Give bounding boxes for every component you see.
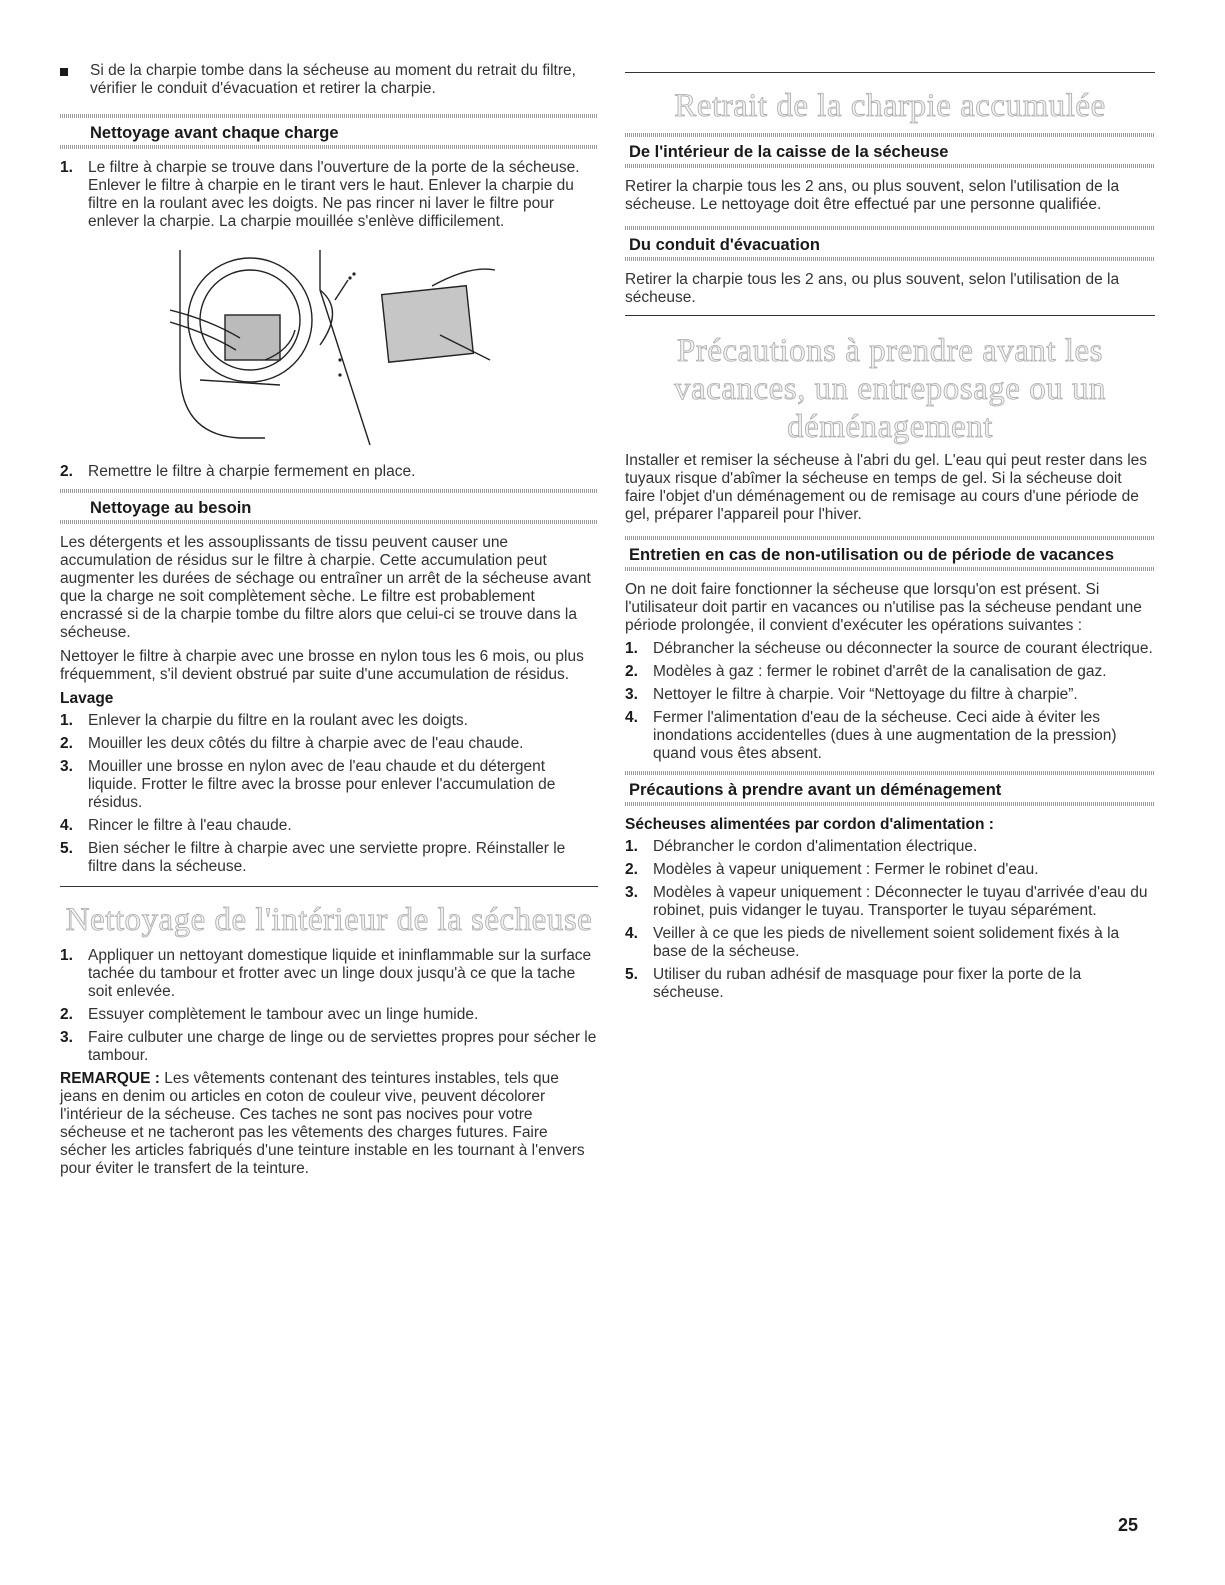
step-text: Veiller à ce que les pieds de nivellement soient solidement fixés à la base de la sécheuse. — [653, 925, 1120, 960]
subheading-text: De l'intérieur de la caisse de la sécheuse — [629, 143, 949, 161]
section-title-interior-cleaning: Nettoyage de l'intérieur de la sécheuse — [65, 902, 593, 938]
note-paragraph — [60, 1070, 598, 1178]
list-item — [625, 640, 1155, 658]
list-item — [625, 663, 1155, 681]
step-list — [60, 463, 598, 481]
step-text: Débrancher le cordon d'alimentation électrique. — [653, 838, 978, 855]
washing-label: Lavage — [60, 690, 114, 707]
subheading-text: Nettoyage avant chaque charge — [90, 124, 339, 142]
list-item — [60, 817, 598, 835]
paragraph: Les détergents et les assouplissants de tissu peuvent causer une accumulation de résidus sur le filtre à charpie. Cette accumulation peut augmenter les durées de séchage ou entraîner un arrêt de la sécheuse avant que la charge ne soit complètement sèche. Le filtre est probablement encrassé si de la charpie tombe du filtre alors que celui-ci se trouve dans la sécheuse. — [60, 534, 591, 641]
interior-cleaning-steps — [60, 947, 598, 1065]
corded-dryers-label: Sécheuses alimentées par cordon d'alimentation : — [625, 816, 994, 833]
step-number: 1. — [625, 838, 638, 855]
step-number: 3. — [625, 884, 638, 901]
paragraph: Retirer la charpie tous les 2 ans, ou plus souvent, selon l'utilisation de la sécheuse. — [625, 271, 1120, 306]
list-item — [60, 758, 598, 812]
list-item — [625, 838, 1155, 856]
right-column — [625, 62, 1155, 1007]
step-text: Mouiller les deux côtés du filtre à charpie avec de l'eau chaude. — [88, 735, 524, 752]
step-number: 1. — [625, 640, 638, 657]
vacation-steps — [625, 640, 1155, 763]
section-title-precautions: Précautions à prendre avant les vacances, un entreposage ou un déménagement — [674, 333, 1106, 445]
step-text: Le filtre à charpie se trouve dans l'ouverture de la porte de la sécheuse. Enlever le filtre à charpie en le tirant vers le haut. Enlever la charpie du filtre en la roulant avec les doigts. Ne pas rincer ni laver le filtre pour enlever la charpie. La charpie mouillée s'enlève difficilement. — [88, 159, 580, 230]
washing-steps — [60, 712, 598, 876]
step-number: 5. — [60, 840, 73, 857]
step-text: Faire culbuter une charge de linge ou de serviettes propres pour sécher le tambour. — [88, 1029, 597, 1064]
list-item — [60, 463, 598, 481]
section-title-accumulated-lint: Retrait de la charpie accumulée — [674, 88, 1106, 124]
step-number: 4. — [60, 817, 73, 834]
note-label: REMARQUE : — [60, 1070, 160, 1087]
step-number: 1. — [60, 947, 73, 964]
step-text: Bien sécher le filtre à charpie avec une serviette propre. Réinstaller le filtre dans la sécheuse. — [88, 840, 566, 875]
step-number: 3. — [625, 686, 638, 703]
step-text: Nettoyer le filtre à charpie. Voir “Nettoyage du filtre à charpie”. — [653, 686, 1078, 703]
step-number: 1. — [60, 712, 73, 729]
list-item — [60, 947, 598, 1001]
step-text: Modèles à vapeur uniquement : Déconnecter le tuyau d'arrivée d'eau du robinet, puis vidanger le tuyau. Transporter le tuyau séparément. — [653, 884, 1148, 919]
step-number: 3. — [60, 758, 73, 775]
step-number: 1. — [60, 159, 73, 176]
step-number: 2. — [625, 861, 638, 878]
section-divider — [60, 886, 598, 887]
step-text: Fermer l'alimentation d'eau de la sécheuse. Ceci aide à éviter les inondations accidentelles (dues à une augmentation de la pression) quand vous êtes absent. — [653, 709, 1117, 762]
step-number: 4. — [625, 709, 638, 726]
list-item — [625, 966, 1155, 1002]
step-text: Modèles à vapeur uniquement : Fermer le robinet d'eau. — [653, 861, 1039, 878]
subheading-text: Entretien en cas de non-utilisation ou de période de vacances — [629, 546, 1115, 564]
step-text: Rincer le filtre à l'eau chaude. — [88, 817, 292, 834]
paragraph: Nettoyer le filtre à charpie avec une brosse en nylon tous les 6 mois, ou plus fréquemment, s'il devient obstrué par suite d'une accumulation de résidus. — [60, 648, 584, 683]
step-text: Essuyer complètement le tambour avec un linge humide. — [88, 1006, 479, 1023]
list-item — [60, 1006, 598, 1024]
step-text: Appliquer un nettoyant domestique liquide et ininflammable sur la surface tachée du tambour et frotter avec un linge doux jusqu'à ce que la tache soit enlevée. — [88, 947, 592, 1000]
list-item — [60, 712, 598, 730]
step-text: Utiliser du ruban adhésif de masquage pour fixer la porte de la sécheuse. — [653, 966, 1082, 1001]
list-item — [625, 686, 1155, 704]
step-text: Mouiller une brosse en nylon avec de l'eau chaude et du détergent liquide. Frotter le filtre avec la brosse pour enlever l'accumulation de résidus. — [88, 758, 556, 811]
paragraph: On ne doit faire fonctionner la sécheuse que lorsqu'on est présent. Si l'utilisateur doit partir en vacances ou n'utilise pas la sécheuse pendant une période prolongée, il convient d'exécuter les opérations suivantes : — [625, 581, 1142, 634]
list-item — [60, 735, 598, 753]
list-item — [60, 840, 598, 876]
page-number: 25 — [1118, 1515, 1139, 1535]
moving-steps — [625, 838, 1155, 1002]
step-list — [60, 159, 598, 231]
list-item — [625, 861, 1155, 879]
list-item — [625, 709, 1155, 763]
paragraph: Installer et remiser la sécheuse à l'abri du gel. L'eau qui peut rester dans les tuyaux risque d'abîmer la sécheuse en temps de gel. Si la sécheuse doit faire l'objet d'un déménagement ou de remisage au cours d'une période de gel, préparer l'appareil pour l'hiver. — [625, 452, 1148, 523]
paragraph: Retirer la charpie tous les 2 ans, ou plus souvent, selon l'utilisation de la sécheuse. Le nettoyage doit être effectué par une personne qualifiée. — [625, 178, 1120, 213]
note-text: Les vêtements contenant des teintures instables, tels que jeans en denim ou articles en coton de couleur vive, peuvent décolorer l'intérieur de la sécheuse. Ces taches ne sont pas nocives pour votre sécheuse et ne tacheront pas les vêtements des charges futures. Faire sécher les articles fabriqués d'une teinture instable en les tournant à l'envers pour éviter le transfert de la teinture. — [60, 1070, 585, 1177]
square-bullet-icon — [60, 68, 68, 76]
subheading-exhaust-vent — [625, 226, 1155, 261]
step-number: 2. — [60, 463, 73, 480]
step-text: Débrancher la sécheuse ou déconnecter la source de courant électrique. — [653, 640, 1153, 657]
step-number: 2. — [60, 735, 73, 752]
lint-filter-illustration — [170, 250, 510, 450]
list-item — [60, 1029, 598, 1065]
section-divider — [625, 72, 1155, 73]
subheading-as-needed — [60, 489, 598, 524]
bullet-text: Si de la charpie tombe dans la sécheuse au moment du retrait du filtre, vérifier le conduit d'évacuation et retirer la charpie. — [90, 62, 576, 97]
section-divider — [625, 315, 1155, 316]
subheading-moving — [625, 771, 1155, 806]
step-number: 5. — [625, 966, 638, 983]
step-text: Enlever la charpie du filtre en la roulant avec les doigts. — [88, 712, 468, 729]
left-column — [60, 62, 598, 1178]
step-number: 4. — [625, 925, 638, 942]
step-number: 2. — [60, 1006, 73, 1023]
step-number: 3. — [60, 1029, 73, 1046]
subheading-vacation — [625, 536, 1155, 571]
subheading-text: Nettoyage au besoin — [90, 499, 252, 517]
list-item — [60, 159, 598, 231]
subheading-cabinet-interior — [625, 133, 1155, 168]
subheading-text: Précautions à prendre avant un déménagement — [629, 781, 1002, 799]
subheading-text: Du conduit d'évacuation — [629, 236, 820, 254]
list-item — [625, 925, 1155, 961]
step-text: Modèles à gaz : fermer le robinet d'arrêt de la canalisation de gaz. — [653, 663, 1107, 680]
list-item — [625, 884, 1155, 920]
bullet-item — [60, 62, 598, 98]
step-text: Remettre le filtre à charpie fermement en place. — [88, 463, 416, 480]
subheading-before-each-load — [60, 114, 598, 149]
step-number: 2. — [625, 663, 638, 680]
